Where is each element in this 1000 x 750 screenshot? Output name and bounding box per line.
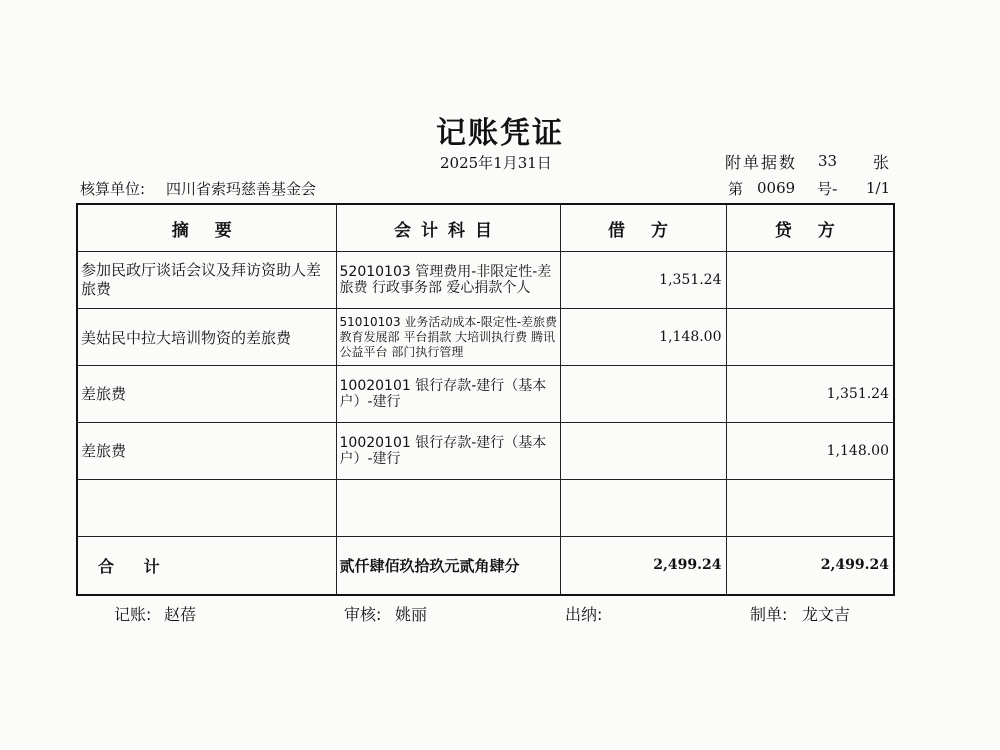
attachment-unit: 张 — [873, 153, 890, 172]
attachment-label: 附单据数 — [725, 153, 798, 172]
row-credit — [726, 309, 894, 366]
header-row — [77, 204, 894, 252]
accounting-unit-label: 核算单位: — [80, 180, 146, 198]
row-account: 10020101 银行存款-建行（基本户）-建行 — [336, 366, 560, 423]
row-debit — [560, 480, 726, 537]
total-label: 合 计 — [77, 537, 336, 595]
bookkeeper-name: 赵蓓 — [164, 605, 197, 624]
table-row — [77, 423, 894, 480]
row-credit — [726, 480, 894, 537]
row-summary: 美姑民中拉大培训物资的差旅费 — [77, 309, 336, 366]
row-debit: 1,148.00 — [560, 309, 726, 366]
preparer-name: 龙文吉 — [802, 605, 851, 624]
total-debit: 2,499.24 — [560, 537, 726, 595]
preparer-label: 制单: — [750, 605, 788, 624]
accounting-unit-name: 四川省索玛慈善基金会 — [166, 180, 317, 198]
table-row — [77, 366, 894, 423]
row-credit: 1,351.24 — [726, 366, 894, 423]
row-credit: 1,148.00 — [726, 423, 894, 480]
cashier-label: 出纳: — [565, 605, 603, 624]
row-summary — [77, 480, 336, 537]
row-summary: 差旅费 — [77, 366, 336, 423]
total-credit: 2,499.24 — [726, 537, 894, 595]
row-account: 51010103 业务活动成本-限定性-差旅费 教育发展部 平台捐款 大培训执行费 腾讯公益平台 部门执行管理 — [336, 309, 560, 366]
total-row — [77, 537, 894, 595]
voucher-table — [76, 203, 895, 596]
table-row-empty — [77, 480, 894, 537]
row-debit: 1,351.24 — [560, 252, 726, 309]
bookkeeper-label: 记账: — [114, 605, 152, 624]
voucher-number-prefix: 第 — [728, 180, 744, 198]
header-summary: 摘 要 — [77, 204, 336, 252]
reviewer-name: 姚丽 — [395, 605, 428, 624]
row-credit — [726, 252, 894, 309]
voucher-number: 0069 — [757, 179, 796, 197]
total-amount-in-words: 贰仟肆佰玖拾玖元贰角肆分 — [336, 537, 560, 595]
table-row — [77, 309, 894, 366]
row-account: 10020101 银行存款-建行（基本户）-建行 — [336, 423, 560, 480]
row-summary: 参加民政厅谈话会议及拜访资助人差旅费 — [77, 252, 336, 309]
row-debit — [560, 366, 726, 423]
header-debit: 借 方 — [560, 204, 726, 252]
row-summary: 差旅费 — [77, 423, 336, 480]
voucher-number-suffix: 号- — [817, 180, 838, 198]
row-debit — [560, 423, 726, 480]
header-credit: 贷 方 — [726, 204, 894, 252]
voucher-title: 记账凭证 — [436, 116, 564, 151]
table-row — [77, 252, 894, 309]
row-account — [336, 480, 560, 537]
voucher-page: 1/1 — [866, 179, 891, 197]
row-account: 52010103 管理费用-非限定性-差旅费 行政事务部 爱心捐款个人 — [336, 252, 560, 309]
voucher-date: 2025年1月31日 — [440, 154, 552, 172]
attachment-count: 33 — [818, 152, 838, 170]
header-account: 会计科目 — [336, 204, 560, 252]
reviewer-label: 审核: — [344, 605, 382, 624]
